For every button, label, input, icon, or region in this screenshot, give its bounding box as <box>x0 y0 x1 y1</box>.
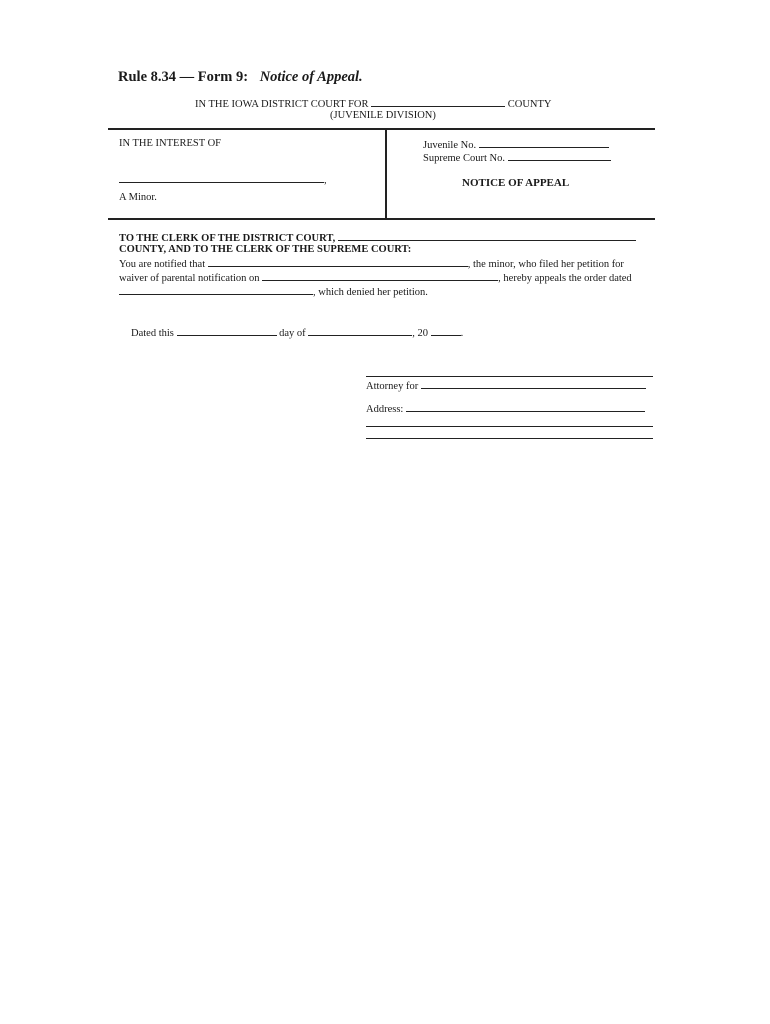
denied-line <box>119 285 428 299</box>
year-field[interactable] <box>431 326 461 336</box>
address-row <box>366 402 645 416</box>
hereby-appeals: , hereby appeals the order dated <box>498 273 632 284</box>
supreme-court-no-row <box>423 151 611 165</box>
to-clerk-line2: COUNTY, AND TO THE CLERK OF THE SUPREME COURT: <box>119 244 412 255</box>
supreme-court-no-label: Supreme Court No. <box>423 153 505 164</box>
waiver-text: waiver of parental notification on <box>119 273 260 284</box>
notice-heading: NOTICE OF APPEAL <box>462 177 570 189</box>
petition-date-field[interactable] <box>262 271 498 281</box>
dated-line <box>131 326 463 340</box>
minor-name-body-field[interactable] <box>208 257 468 267</box>
address-field-2[interactable] <box>366 426 653 427</box>
month-field[interactable] <box>308 326 412 336</box>
court-line <box>195 97 552 111</box>
caption-top-rule <box>108 128 655 130</box>
to-clerk-line1 <box>119 231 636 245</box>
dated-this: Dated this <box>131 328 174 339</box>
notified-line <box>119 257 624 271</box>
attorney-for-row <box>366 379 646 393</box>
signature-line[interactable] <box>366 376 653 377</box>
caption-divider <box>385 129 387 219</box>
day-field[interactable] <box>177 326 277 336</box>
attorney-for-field[interactable] <box>421 379 646 389</box>
a-minor: A Minor. <box>119 192 157 203</box>
year-prefix: , 20 <box>412 328 429 339</box>
supreme-court-no-field[interactable] <box>508 151 611 161</box>
address-label: Address: <box>366 404 404 415</box>
attorney-for-label: Attorney for <box>366 381 419 392</box>
you-are-notified: You are notified that <box>119 259 206 270</box>
county-field[interactable] <box>371 97 505 107</box>
minor-who-filed: , the minor, who filed her petition for <box>467 259 624 270</box>
juvenile-no-label: Juvenile No. <box>423 140 477 151</box>
clerk-county-field[interactable] <box>338 231 636 241</box>
waiver-line <box>119 271 632 285</box>
juvenile-no-row <box>423 138 609 152</box>
juvenile-no-field[interactable] <box>479 138 609 148</box>
address-field-3[interactable] <box>366 438 653 439</box>
court-line-suffix: COUNTY <box>507 99 552 110</box>
name-suffix: , <box>324 175 327 186</box>
division-label: (JUVENILE DIVISION) <box>330 110 436 121</box>
dated-period: . <box>460 328 464 339</box>
to-clerk-text1: TO THE CLERK OF THE DISTRICT COURT, <box>119 233 336 244</box>
court-line-prefix: IN THE IOWA DISTRICT COURT FOR <box>195 99 369 110</box>
address-field-1[interactable] <box>406 402 645 412</box>
which-denied: , which denied her petition. <box>313 287 428 298</box>
minor-name-line <box>119 173 327 187</box>
day-of: day of <box>279 328 306 339</box>
caption-bottom-rule <box>108 218 655 220</box>
form-title <box>118 69 363 86</box>
form-name: Notice of Appeal. <box>259 69 363 85</box>
order-date-field[interactable] <box>119 285 313 295</box>
in-interest-of: IN THE INTEREST OF <box>119 138 221 149</box>
rule-label: Rule 8.34 — Form 9: <box>118 69 249 85</box>
minor-name-field[interactable] <box>119 173 324 183</box>
